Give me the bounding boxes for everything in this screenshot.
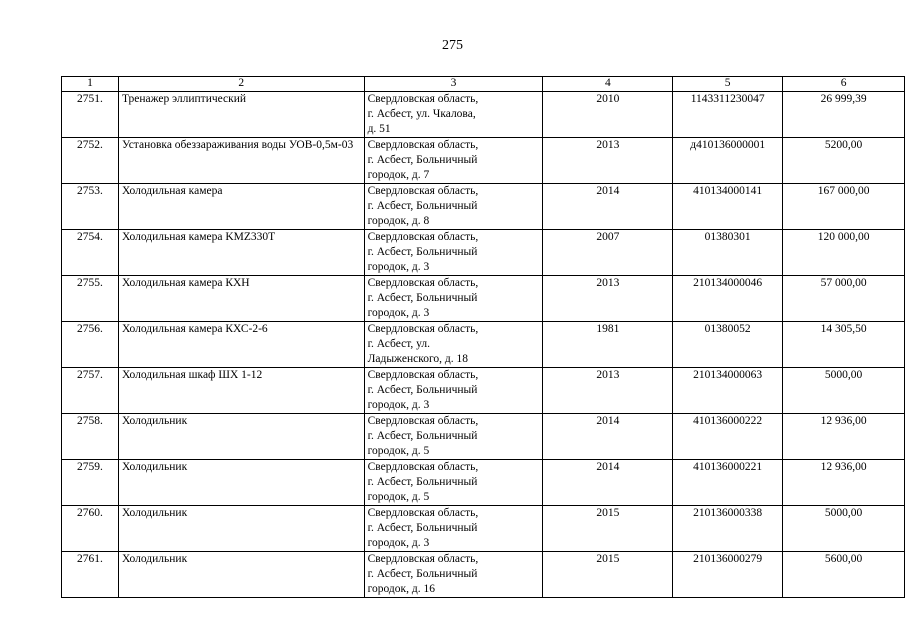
item-address: [364, 92, 543, 138]
table-row: [62, 276, 905, 322]
item-address: [364, 414, 543, 460]
property-registry-table: [61, 76, 905, 598]
item-inventory-number: 410134000141: [673, 184, 783, 230]
row-number: 2752.: [62, 138, 119, 184]
address-line: г. Асбест, Больничный: [367, 384, 478, 396]
item-year: 2013: [543, 276, 673, 322]
item-year: 2007: [543, 230, 673, 276]
address-line: г. Асбест, Больничный: [367, 522, 478, 534]
item-inventory-number: 210136000338: [673, 506, 783, 552]
item-inventory-number: д410136000001: [673, 138, 783, 184]
column-header-5: 5: [673, 77, 783, 92]
item-inventory-number: 01380301: [673, 230, 783, 276]
address-line: г. Асбест, Больничный: [367, 568, 478, 580]
item-address: [364, 368, 543, 414]
item-year: 2013: [543, 138, 673, 184]
item-year: 2015: [543, 506, 673, 552]
address-line: Свердловская область,: [367, 415, 479, 427]
address-line: г. Асбест, Больничный: [367, 154, 478, 166]
item-year: 2013: [543, 368, 673, 414]
address-line: Свердловская область,: [367, 185, 479, 197]
item-inventory-number: 210134000063: [673, 368, 783, 414]
item-name: Установка обеззараживания воды УОВ-0,5м-03: [118, 138, 364, 184]
address-line: г. Асбест, Больничный: [367, 200, 478, 212]
item-name: Холодильная камера KMZ330T: [118, 230, 364, 276]
item-name: Холодильная камера: [118, 184, 364, 230]
item-address: [364, 506, 543, 552]
item-cost: 57 000,00: [783, 276, 905, 322]
item-year: 2014: [543, 414, 673, 460]
item-inventory-number: 210134000046: [673, 276, 783, 322]
row-number: 2758.: [62, 414, 119, 460]
header-row: [62, 77, 905, 92]
item-year: 2010: [543, 92, 673, 138]
address-line: Свердловская область,: [367, 369, 479, 381]
column-header-6: 6: [783, 77, 905, 92]
column-header-3: 3: [364, 77, 543, 92]
item-cost: 5000,00: [783, 368, 905, 414]
table-row: [62, 322, 905, 368]
address-line: Свердловская область,: [367, 461, 479, 473]
row-number: 2759.: [62, 460, 119, 506]
item-year: 2015: [543, 552, 673, 598]
row-number: 2753.: [62, 184, 119, 230]
row-number: 2755.: [62, 276, 119, 322]
item-cost: 26 999,39: [783, 92, 905, 138]
item-inventory-number: 410136000221: [673, 460, 783, 506]
item-cost: 5600,00: [783, 552, 905, 598]
table-row: [62, 138, 905, 184]
row-number: 2756.: [62, 322, 119, 368]
address-line: городок, д. 3: [367, 261, 430, 273]
item-address: [364, 552, 543, 598]
row-number: 2751.: [62, 92, 119, 138]
item-year: 1981: [543, 322, 673, 368]
address-line: д. 51: [367, 123, 391, 135]
item-cost: 14 305,50: [783, 322, 905, 368]
item-year: 2014: [543, 184, 673, 230]
item-name: Холодильная шкаф ШХ 1-12: [118, 368, 364, 414]
table-row: [62, 184, 905, 230]
address-line: г. Асбест, ул. Чкалова,: [367, 108, 476, 120]
item-name: Холодильная камера КХН: [118, 276, 364, 322]
item-inventory-number: 01380052: [673, 322, 783, 368]
item-inventory-number: 1143311230047: [673, 92, 783, 138]
item-name: Тренажер эллиптический: [118, 92, 364, 138]
address-line: городок, д. 3: [367, 307, 430, 319]
table-row: [62, 368, 905, 414]
item-name: Холодильник: [118, 552, 364, 598]
column-header-1: 1: [62, 77, 119, 92]
row-number: 2760.: [62, 506, 119, 552]
table-header: [62, 77, 905, 92]
address-line: городок, д. 3: [367, 537, 430, 549]
address-line: г. Асбест, Больничный: [367, 292, 478, 304]
address-line: городок, д. 16: [367, 583, 435, 595]
table-row: [62, 414, 905, 460]
address-line: городок, д. 5: [367, 491, 430, 503]
address-line: г. Асбест, ул.: [367, 338, 430, 350]
address-line: Свердловская область,: [367, 93, 479, 105]
item-inventory-number: 210136000279: [673, 552, 783, 598]
row-number: 2757.: [62, 368, 119, 414]
address-line: городок, д. 5: [367, 445, 430, 457]
column-header-2: 2: [118, 77, 364, 92]
item-year: 2014: [543, 460, 673, 506]
table-row: [62, 552, 905, 598]
column-header-4: 4: [543, 77, 673, 92]
address-line: Ладыженского, д. 18: [367, 353, 469, 365]
address-line: Свердловская область,: [367, 553, 479, 565]
table-body: [62, 92, 905, 598]
item-cost: 167 000,00: [783, 184, 905, 230]
address-line: Свердловская область,: [367, 323, 479, 335]
item-inventory-number: 410136000222: [673, 414, 783, 460]
address-line: городок, д. 3: [367, 399, 430, 411]
item-cost: 120 000,00: [783, 230, 905, 276]
item-cost: 5000,00: [783, 506, 905, 552]
item-address: [364, 322, 543, 368]
address-line: Свердловская область,: [367, 139, 479, 151]
item-cost: 5200,00: [783, 138, 905, 184]
address-line: городок, д. 7: [367, 169, 430, 181]
address-line: г. Асбест, Больничный: [367, 430, 478, 442]
address-line: городок, д. 8: [367, 215, 430, 227]
item-name: Холодильник: [118, 506, 364, 552]
row-number: 2761.: [62, 552, 119, 598]
item-name: Холодильник: [118, 460, 364, 506]
address-line: Свердловская область,: [367, 277, 479, 289]
address-line: Свердловская область,: [367, 231, 479, 243]
table-row: [62, 92, 905, 138]
address-line: Свердловская область,: [367, 507, 479, 519]
item-cost: 12 936,00: [783, 414, 905, 460]
item-name: Холодильная камера КХС-2-6: [118, 322, 364, 368]
item-address: [364, 460, 543, 506]
table-row: [62, 506, 905, 552]
address-line: г. Асбест, Больничный: [367, 246, 478, 258]
item-address: [364, 184, 543, 230]
address-line: г. Асбест, Больничный: [367, 476, 478, 488]
item-name: Холодильник: [118, 414, 364, 460]
item-address: [364, 230, 543, 276]
row-number: 2754.: [62, 230, 119, 276]
item-address: [364, 276, 543, 322]
item-address: [364, 138, 543, 184]
table-row: [62, 460, 905, 506]
item-cost: 12 936,00: [783, 460, 905, 506]
table-row: [62, 230, 905, 276]
page-number: 275: [442, 38, 463, 53]
